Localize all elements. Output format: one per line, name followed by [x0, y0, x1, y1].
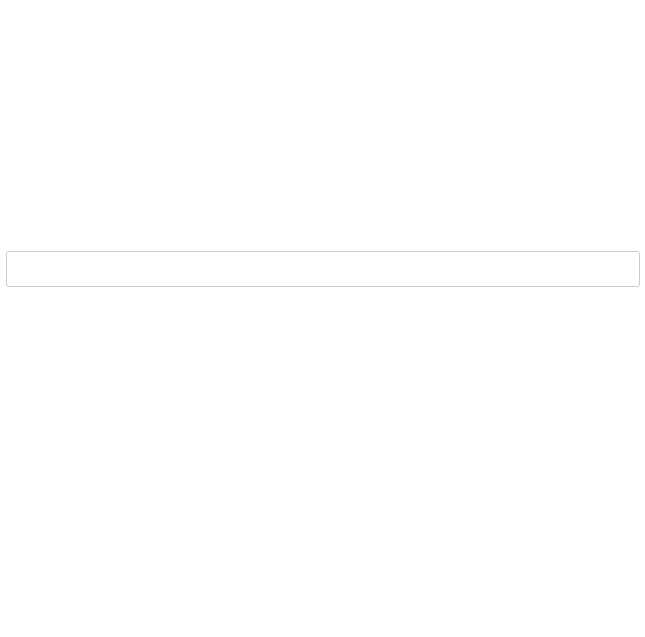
- chart-legend: [6, 251, 640, 287]
- figure-3: [0, 0, 645, 292]
- models-paragraph: [8, 402, 640, 425]
